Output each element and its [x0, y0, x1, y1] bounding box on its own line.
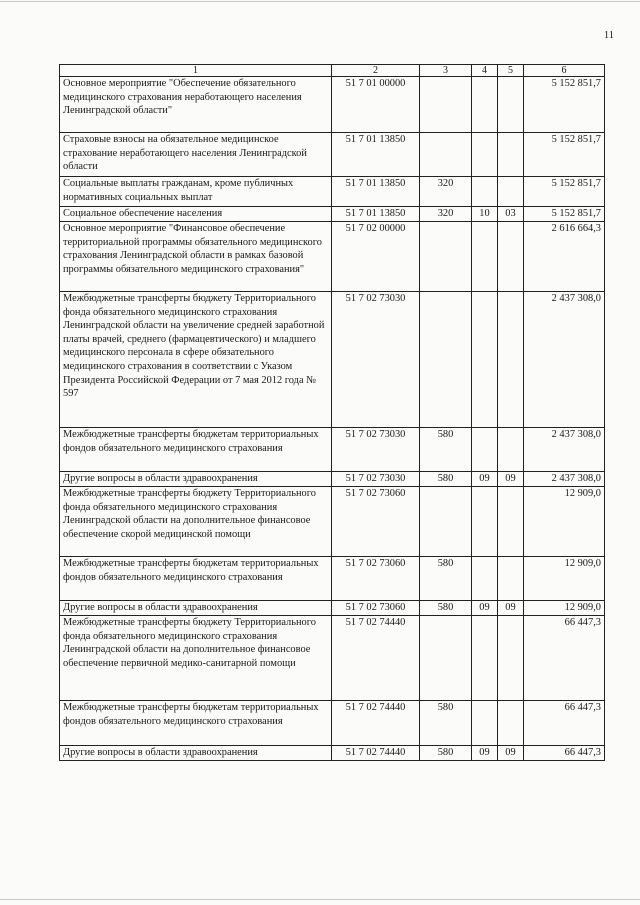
- expense-type-cell: 320: [420, 207, 472, 222]
- expense-type-cell: [420, 133, 472, 177]
- table-row: [60, 292, 605, 428]
- subsection-cell: [498, 77, 524, 133]
- section-cell: [472, 701, 498, 746]
- column-header: 5: [498, 65, 524, 77]
- amount-cell: 12 909,0: [524, 487, 605, 557]
- amount-cell: 66 447,3: [524, 616, 605, 701]
- table-row: [60, 77, 605, 133]
- subsection-cell: [498, 616, 524, 701]
- item-name-cell: Межбюджетные трансферты бюджету Территориального фонда обязательного медицинского страхования Ленинградской области на дополнительное финансовое обеспечение скорой медицинской помощи: [60, 487, 332, 557]
- column-header: 2: [332, 65, 420, 77]
- amount-cell: 12 909,0: [524, 601, 605, 616]
- expense-type-cell: 580: [420, 557, 472, 601]
- table-row: [60, 557, 605, 601]
- subsection-cell: [498, 133, 524, 177]
- target-code-cell: 51 7 02 74440: [332, 616, 420, 701]
- page-number: 11: [603, 30, 614, 41]
- amount-cell: 12 909,0: [524, 557, 605, 601]
- target-code-cell: 51 7 02 73060: [332, 487, 420, 557]
- target-code-cell: 51 7 01 13850: [332, 177, 420, 207]
- amount-cell: 2 437 308,0: [524, 428, 605, 472]
- table-row: [60, 746, 605, 761]
- expense-type-cell: 580: [420, 601, 472, 616]
- table-row: [60, 601, 605, 616]
- amount-cell: 2 616 664,3: [524, 222, 605, 292]
- item-name-cell: Социальное обеспечение населения: [60, 207, 332, 222]
- subsection-cell: [498, 292, 524, 428]
- item-name-cell: Межбюджетные трансферты бюджету Территориального фонда обязательного медицинского страхования Ленинградской области на увеличение средней заработной платы врачей, среднего (фармацевтического) и младшего медицинского персонала в сфере обязательного медицинского страхования в соответствии с Указом Президента Российской Федерации от 7 мая 2012 года № 597: [60, 292, 332, 428]
- subsection-cell: 09: [498, 746, 524, 761]
- section-cell: [472, 77, 498, 133]
- table-row: [60, 701, 605, 746]
- expense-type-cell: 320: [420, 177, 472, 207]
- expense-type-cell: 580: [420, 472, 472, 487]
- section-cell: [472, 222, 498, 292]
- amount-cell: 5 152 851,7: [524, 207, 605, 222]
- item-name-cell: Социальные выплаты гражданам, кроме публичных нормативных социальных выплат: [60, 177, 332, 207]
- subsection-cell: 09: [498, 601, 524, 616]
- section-cell: 10: [472, 207, 498, 222]
- expense-type-cell: [420, 222, 472, 292]
- subsection-cell: 09: [498, 472, 524, 487]
- item-name-cell: Межбюджетные трансферты бюджетам территориальных фондов обязательного медицинского страхования: [60, 557, 332, 601]
- expense-type-cell: [420, 616, 472, 701]
- section-cell: 09: [472, 472, 498, 487]
- amount-cell: 66 447,3: [524, 746, 605, 761]
- column-header: 4: [472, 65, 498, 77]
- amount-cell: 5 152 851,7: [524, 177, 605, 207]
- top-scan-edge: [0, 1, 640, 2]
- table-row: [60, 207, 605, 222]
- amount-cell: 2 437 308,0: [524, 472, 605, 487]
- target-code-cell: 51 7 01 13850: [332, 207, 420, 222]
- target-code-cell: 51 7 01 00000: [332, 77, 420, 133]
- target-code-cell: 51 7 02 73030: [332, 472, 420, 487]
- target-code-cell: 51 7 02 74440: [332, 746, 420, 761]
- target-code-cell: 51 7 02 73030: [332, 428, 420, 472]
- section-cell: [472, 428, 498, 472]
- section-cell: [472, 557, 498, 601]
- expense-type-cell: 580: [420, 746, 472, 761]
- table-row: [60, 133, 605, 177]
- bottom-scan-edge: [0, 899, 640, 900]
- subsection-cell: [498, 557, 524, 601]
- item-name-cell: Другие вопросы в области здравоохранения: [60, 601, 332, 616]
- amount-cell: 5 152 851,7: [524, 133, 605, 177]
- table-row: [60, 616, 605, 701]
- item-name-cell: Основное мероприятие "Обеспечение обязательного медицинского страхования неработающего населения Ленинградской области": [60, 77, 332, 133]
- section-cell: [472, 292, 498, 428]
- table-row: [60, 472, 605, 487]
- section-cell: 09: [472, 746, 498, 761]
- subsection-cell: [498, 177, 524, 207]
- item-name-cell: Межбюджетные трансферты бюджету Территориального фонда обязательного медицинского страхования Ленинградской области на дополнительное финансовое обеспечение первичной медико-санитарной помощи: [60, 616, 332, 701]
- section-cell: [472, 177, 498, 207]
- item-name-cell: Межбюджетные трансферты бюджетам территориальных фондов обязательного медицинского страхования: [60, 701, 332, 746]
- target-code-cell: 51 7 02 73030: [332, 292, 420, 428]
- target-code-cell: 51 7 02 00000: [332, 222, 420, 292]
- subsection-cell: 03: [498, 207, 524, 222]
- expense-type-cell: 580: [420, 428, 472, 472]
- column-header: 6: [524, 65, 605, 77]
- table-row: [60, 222, 605, 292]
- amount-cell: 5 152 851,7: [524, 77, 605, 133]
- expense-type-cell: 580: [420, 701, 472, 746]
- item-name-cell: Основное мероприятие "Финансовое обеспечение территориальной программы обязательного медицинского страхования Ленинградской области в рамках базовой программы обязательного медицинского страхования": [60, 222, 332, 292]
- table-row: [60, 487, 605, 557]
- column-header: 1: [60, 65, 332, 77]
- table-row: [60, 428, 605, 472]
- target-code-cell: 51 7 01 13850: [332, 133, 420, 177]
- target-code-cell: 51 7 02 73060: [332, 601, 420, 616]
- item-name-cell: Другие вопросы в области здравоохранения: [60, 472, 332, 487]
- subsection-cell: [498, 222, 524, 292]
- section-cell: [472, 133, 498, 177]
- table-row: [60, 177, 605, 207]
- expense-type-cell: [420, 77, 472, 133]
- subsection-cell: [498, 701, 524, 746]
- subsection-cell: [498, 487, 524, 557]
- target-code-cell: 51 7 02 73060: [332, 557, 420, 601]
- item-name-cell: Другие вопросы в области здравоохранения: [60, 746, 332, 761]
- section-cell: [472, 487, 498, 557]
- expense-type-cell: [420, 292, 472, 428]
- header-row: [60, 65, 605, 77]
- expense-type-cell: [420, 487, 472, 557]
- budget-table: [59, 64, 605, 761]
- amount-cell: 2 437 308,0: [524, 292, 605, 428]
- section-cell: 09: [472, 601, 498, 616]
- subsection-cell: [498, 428, 524, 472]
- column-header: 3: [420, 65, 472, 77]
- target-code-cell: 51 7 02 74440: [332, 701, 420, 746]
- section-cell: [472, 616, 498, 701]
- amount-cell: 66 447,3: [524, 701, 605, 746]
- item-name-cell: Страховые взносы на обязательное медицинское страхование неработающего населения Ленинградской области: [60, 133, 332, 177]
- item-name-cell: Межбюджетные трансферты бюджетам территориальных фондов обязательного медицинского страхования: [60, 428, 332, 472]
